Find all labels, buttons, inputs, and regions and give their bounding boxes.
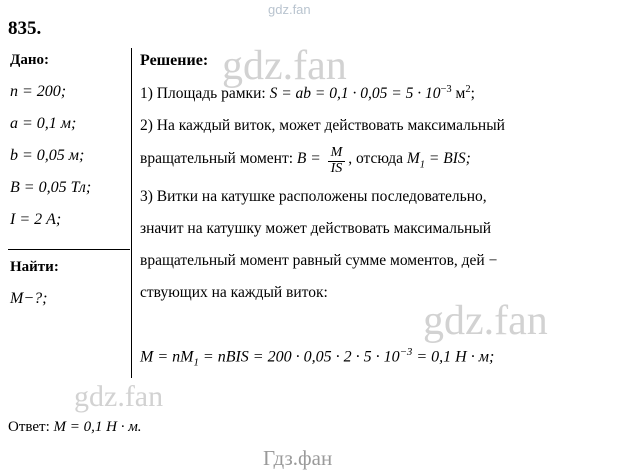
solution-step-3-line-4: ствующих на каждый виток: <box>140 283 328 301</box>
watermark-large-top: gdz.fan <box>222 43 347 89</box>
final-equation-exponent: −3 <box>399 346 413 358</box>
find-value: M−?; <box>10 290 48 307</box>
step1-prefix: 1) Площадь рамки: <box>140 85 270 103</box>
step1-unit-exponent: 2 <box>465 84 471 95</box>
given-line-b: b = 0,05 м; <box>10 147 85 164</box>
column-divider <box>131 48 132 378</box>
step1-end: ; <box>470 85 475 103</box>
final-equation-subscript: 1 <box>193 356 199 369</box>
watermark-large-right: gdz.fan <box>423 298 548 344</box>
watermark-top: gdz.fan <box>268 2 311 17</box>
step2-fraction-denominator: IS <box>328 161 346 177</box>
solution-step-2-line-1: 2) На каждый виток, может действовать максимальный <box>140 117 505 135</box>
watermark-middle: gdz.fan <box>74 380 164 413</box>
step1-exponent: −3 <box>440 84 452 95</box>
step1-formula-a: S = ab = 0,1 · 0,05 = 5 · 10 <box>269 85 441 103</box>
step2-eq-rhs-end: = BIS; <box>425 150 471 168</box>
solution-step-3-line-3: вращательный момент равный сумме моментов, дей − <box>140 251 498 269</box>
answer-line <box>8 419 142 436</box>
final-equation-b: = nBIS = 200 · 0,05 · 2 · 5 · 10 <box>198 348 400 366</box>
final-equation <box>140 346 494 369</box>
find-label: Найти: <box>10 259 59 275</box>
final-equation-a: M = nM <box>140 348 194 366</box>
step2-eq-lhs: B = <box>296 150 325 168</box>
step2-line2-pre: вращательный момент: <box>140 150 297 168</box>
watermark-bottom: Гдз.фан <box>263 446 333 470</box>
answer-label: Ответ: <box>8 419 54 435</box>
given-divider <box>8 249 130 250</box>
given-label: Дано: <box>10 52 49 68</box>
answer-equation: M = 0,1 Н · м. <box>53 419 142 435</box>
solution-heading: Решение: <box>140 52 209 69</box>
step2-eq-rhs: M <box>406 150 420 168</box>
solution-step-1 <box>140 82 632 106</box>
step1-formula-b: м <box>451 85 466 103</box>
final-equation-c: = 0,1 Н · м; <box>412 348 495 366</box>
given-line-n: n = 200; <box>10 83 67 100</box>
given-section <box>10 52 128 243</box>
step2-line2-post: , отсюда <box>348 150 407 168</box>
given-line-I: I = 2 А; <box>10 211 62 228</box>
given-line-B: B = 0,05 Тл; <box>10 179 92 196</box>
solution-step-2-line-2 <box>140 146 632 176</box>
step2-fraction-numerator: M <box>330 145 343 161</box>
step2-eq-rhs-subscript: 1 <box>419 159 426 171</box>
step2-fraction <box>328 146 346 176</box>
solution-step-3-line-1: 3) Витки на катушке расположены последовательно, <box>140 187 487 205</box>
task-number: 835. <box>8 18 42 39</box>
solution-section <box>140 52 632 313</box>
solution-step-3-line-2: значит на катушку может действовать максимальный <box>140 219 492 237</box>
given-line-a: a = 0,1 м; <box>10 115 77 132</box>
